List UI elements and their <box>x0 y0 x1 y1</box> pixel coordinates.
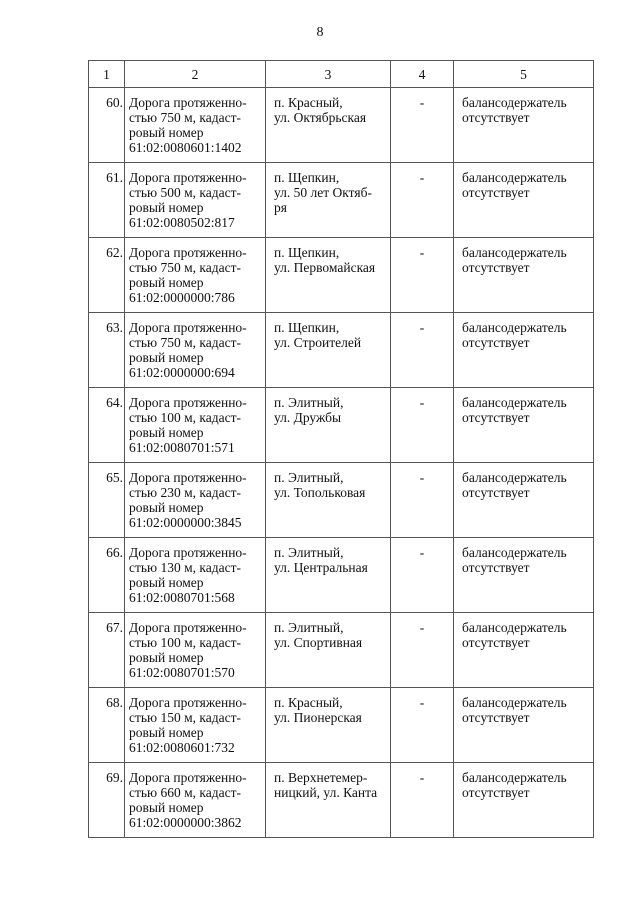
table-row <box>89 688 594 763</box>
holder-cell <box>454 463 594 538</box>
address-line: п. Элитный, <box>274 395 344 410</box>
description-line: 61:02:0080701:570 <box>129 665 235 680</box>
description-line: ровый номер <box>129 500 204 515</box>
description-line: стью 750 м, кадаст- <box>129 335 242 350</box>
holder-line: балансодержатель <box>462 95 567 110</box>
row-number: 60. <box>106 95 123 110</box>
address-cell <box>266 88 391 163</box>
column-4-value: - <box>419 395 425 410</box>
row-number: 66. <box>106 545 123 560</box>
address-line: ул. Топольковая <box>274 485 366 500</box>
column-4-cell <box>391 388 454 463</box>
holder-cell <box>454 238 594 313</box>
description-cell <box>125 613 266 688</box>
holder-line: балансодержатель <box>462 245 567 260</box>
row-number: 67. <box>106 620 123 635</box>
description-line: стью 750 м, кадаст- <box>129 260 242 275</box>
row-number-cell <box>89 613 125 688</box>
address-line: п. Верхнетемер- <box>274 770 368 785</box>
address-line: ул. Пионерская <box>274 710 362 725</box>
holder-line: балансодержатель <box>462 470 567 485</box>
address-cell <box>266 388 391 463</box>
holder-cell <box>454 763 594 838</box>
description-line: ровый номер <box>129 800 204 815</box>
description-line: стью 500 м, кадаст- <box>129 185 242 200</box>
holder-cell <box>454 613 594 688</box>
column-4-value: - <box>419 320 425 335</box>
column-4-cell <box>391 163 454 238</box>
address-line: п. Красный, <box>274 95 343 110</box>
address-line: ул. Строителей <box>274 335 362 350</box>
table-header <box>89 61 594 88</box>
column-4-cell <box>391 88 454 163</box>
description-line: Дорога протяженно- <box>129 695 247 710</box>
description-line: Дорога протяженно- <box>129 95 247 110</box>
holder-cell <box>454 688 594 763</box>
holder-line: отсутствует <box>462 560 530 575</box>
address-line: ул. Октябрьская <box>274 110 367 125</box>
holder-line: балансодержатель <box>462 545 567 560</box>
description-line: 61:02:0080601:732 <box>129 740 235 755</box>
address-line: ря <box>274 200 287 215</box>
column-4-value: - <box>419 770 425 785</box>
page-number: 8 <box>316 25 324 40</box>
column-4-cell <box>391 313 454 388</box>
holder-line: балансодержатель <box>462 620 567 635</box>
header-row <box>89 61 594 88</box>
description-line: ровый номер <box>129 275 204 290</box>
column-4-cell <box>391 688 454 763</box>
description-cell <box>125 238 266 313</box>
column-4-value: - <box>419 95 425 110</box>
header-col-2: 2 <box>125 61 266 88</box>
row-number: 69. <box>106 770 123 785</box>
description-cell <box>125 313 266 388</box>
description-line: стью 130 м, кадаст- <box>129 560 242 575</box>
description-line: ровый номер <box>129 575 204 590</box>
table-row <box>89 463 594 538</box>
description-line: 61:02:0080701:568 <box>129 590 235 605</box>
address-line: п. Щепкин, <box>274 170 340 185</box>
address-line: ул. Дружбы <box>274 410 342 425</box>
header-col-5: 5 <box>454 61 594 88</box>
description-line: Дорога протяженно- <box>129 470 247 485</box>
description-line: 61:02:0000000:3845 <box>129 515 242 530</box>
holder-line: балансодержатель <box>462 695 567 710</box>
description-line: стью 100 м, кадаст- <box>129 410 242 425</box>
column-4-cell <box>391 613 454 688</box>
holder-cell <box>454 538 594 613</box>
address-line: ул. Центральная <box>274 560 368 575</box>
address-line: п. Красный, <box>274 695 343 710</box>
description-line: Дорога протяженно- <box>129 245 247 260</box>
address-line: ницкий, ул. Канта <box>274 785 378 800</box>
column-4-cell <box>391 463 454 538</box>
description-line: 61:02:0000000:694 <box>129 365 235 380</box>
holder-cell <box>454 388 594 463</box>
description-line: ровый номер <box>129 725 204 740</box>
table-row <box>89 613 594 688</box>
row-number-cell <box>89 163 125 238</box>
description-line: ровый номер <box>129 425 204 440</box>
holder-cell <box>454 313 594 388</box>
row-number: 61. <box>106 170 123 185</box>
column-4-value: - <box>419 170 425 185</box>
description-line: 61:02:0080502:817 <box>129 215 235 230</box>
holder-line: балансодержатель <box>462 170 567 185</box>
description-line: ровый номер <box>129 650 204 665</box>
address-cell <box>266 538 391 613</box>
description-line: ровый номер <box>129 350 204 365</box>
description-line: Дорога протяженно- <box>129 170 247 185</box>
column-4-value: - <box>419 245 425 260</box>
description-line: Дорога протяженно- <box>129 395 247 410</box>
address-line: п. Элитный, <box>274 620 344 635</box>
address-line: п. Элитный, <box>274 545 344 560</box>
description-line: стью 750 м, кадаст- <box>129 110 242 125</box>
holder-line: балансодержатель <box>462 770 567 785</box>
description-cell <box>125 388 266 463</box>
description-line: 61:02:0000000:786 <box>129 290 235 305</box>
row-number-cell <box>89 88 125 163</box>
description-line: стью 100 м, кадаст- <box>129 635 242 650</box>
column-4-value: - <box>419 620 425 635</box>
address-cell <box>266 313 391 388</box>
description-cell <box>125 463 266 538</box>
holder-cell <box>454 163 594 238</box>
table-row <box>89 238 594 313</box>
description-line: стью 230 м, кадаст- <box>129 485 242 500</box>
description-cell <box>125 88 266 163</box>
description-line: стью 150 м, кадаст- <box>129 710 242 725</box>
description-line: ровый номер <box>129 125 204 140</box>
header-col-4: 4 <box>391 61 454 88</box>
table-body <box>89 88 594 838</box>
description-cell <box>125 163 266 238</box>
row-number: 63. <box>106 320 123 335</box>
address-cell <box>266 613 391 688</box>
column-4-value: - <box>419 470 425 485</box>
row-number-cell <box>89 238 125 313</box>
address-line: п. Щепкин, <box>274 245 340 260</box>
registry-table <box>88 60 594 838</box>
column-4-cell <box>391 538 454 613</box>
header-col-3: 3 <box>266 61 391 88</box>
column-4-cell <box>391 238 454 313</box>
table-row <box>89 313 594 388</box>
row-number-cell <box>89 763 125 838</box>
holder-cell <box>454 88 594 163</box>
holder-line: отсутствует <box>462 185 530 200</box>
description-line: 61:02:0080601:1402 <box>129 140 242 155</box>
header-col-1: 1 <box>89 61 125 88</box>
description-line: Дорога протяженно- <box>129 320 247 335</box>
row-number-cell <box>89 388 125 463</box>
address-line: ул. 50 лет Октяб- <box>274 185 372 200</box>
address-line: п. Щепкин, <box>274 320 340 335</box>
address-line: ул. Первомайская <box>274 260 376 275</box>
column-4-value: - <box>419 545 425 560</box>
address-cell <box>266 163 391 238</box>
row-number: 62. <box>106 245 123 260</box>
description-cell <box>125 688 266 763</box>
address-line: ул. Спортивная <box>274 635 363 650</box>
table-row <box>89 763 594 838</box>
holder-line: балансодержатель <box>462 320 567 335</box>
holder-line: отсутствует <box>462 260 530 275</box>
description-line: ровый номер <box>129 200 204 215</box>
row-number-cell <box>89 538 125 613</box>
description-cell <box>125 763 266 838</box>
holder-line: отсутствует <box>462 110 530 125</box>
description-line: Дорога протяженно- <box>129 770 247 785</box>
holder-line: отсутствует <box>462 635 530 650</box>
table-row <box>89 388 594 463</box>
description-line: Дорога протяженно- <box>129 620 247 635</box>
holder-line: отсутствует <box>462 785 530 800</box>
address-cell <box>266 238 391 313</box>
holder-line: отсутствует <box>462 410 530 425</box>
description-cell <box>125 538 266 613</box>
column-4-value: - <box>419 695 425 710</box>
description-line: 61:02:0000000:3862 <box>129 815 242 830</box>
description-line: стью 660 м, кадаст- <box>129 785 242 800</box>
table-row <box>89 538 594 613</box>
row-number: 64. <box>106 395 123 410</box>
address-cell <box>266 463 391 538</box>
table-row <box>89 88 594 163</box>
row-number: 68. <box>106 695 123 710</box>
row-number-cell <box>89 313 125 388</box>
holder-line: отсутствует <box>462 335 530 350</box>
row-number-cell <box>89 463 125 538</box>
table-row <box>89 163 594 238</box>
row-number: 65. <box>106 470 123 485</box>
address-cell <box>266 688 391 763</box>
description-line: Дорога протяженно- <box>129 545 247 560</box>
row-number-cell <box>89 688 125 763</box>
address-line: п. Элитный, <box>274 470 344 485</box>
holder-line: отсутствует <box>462 485 530 500</box>
address-cell <box>266 763 391 838</box>
description-line: 61:02:0080701:571 <box>129 440 235 455</box>
holder-line: балансодержатель <box>462 395 567 410</box>
holder-line: отсутствует <box>462 710 530 725</box>
column-4-cell <box>391 763 454 838</box>
